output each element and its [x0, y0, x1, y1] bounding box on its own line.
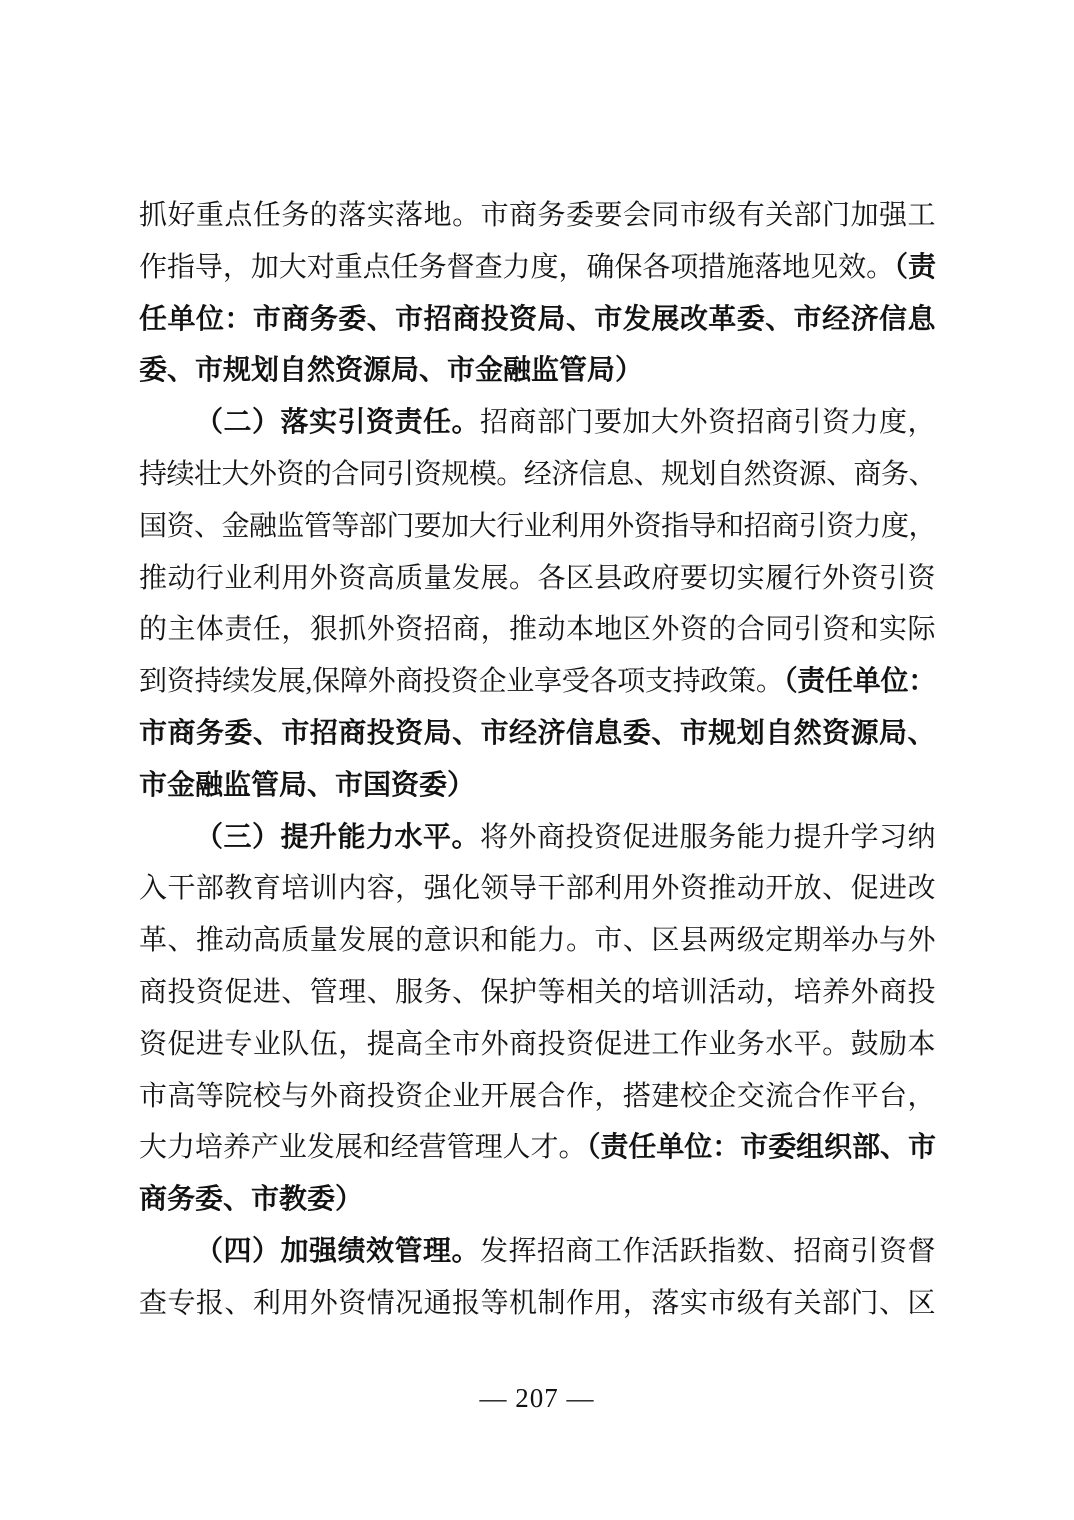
- text-line-content: [139, 1122, 936, 1174]
- text-line: [139, 553, 936, 605]
- text-line: [139, 501, 936, 553]
- text-segment: 入干部教育培训内容，强化领导干部利用外资推动开放、促进改: [139, 873, 936, 905]
- text-segment: 推动行业利用外资高质量发展。各区县政府要切实履行外资引资: [139, 562, 936, 594]
- text-line-content: [139, 449, 936, 501]
- text-line-content: [195, 812, 936, 864]
- text-line: [139, 656, 936, 708]
- document-body: [139, 190, 936, 1330]
- text-line: [139, 863, 936, 915]
- text-segment: 招商部门要加大外资招商引资力度，: [480, 407, 936, 439]
- text-line-content: [139, 915, 936, 967]
- text-line-content: [195, 1226, 936, 1278]
- text-line: [139, 1071, 936, 1123]
- text-line: [139, 812, 936, 864]
- text-line-content: [139, 604, 936, 656]
- text-line: [139, 1122, 936, 1174]
- text-segment: 持续壮大外资的合同引资规模。经济信息、规划自然资源、商务、: [139, 458, 936, 490]
- text-line-content: [139, 708, 936, 760]
- page-number: — 207 —: [479, 1383, 595, 1413]
- text-line-content: [195, 397, 936, 449]
- text-line: [139, 190, 936, 242]
- text-segment: 到资持续发展,保障外商投资企业享受各项支持政策。: [139, 666, 784, 698]
- text-segment: 商投资促进、管理、服务、保护等相关的培训活动，培养外商投: [139, 976, 936, 1008]
- text-line: [139, 1226, 936, 1278]
- text-line: [139, 294, 936, 346]
- text-line: [139, 708, 936, 760]
- text-line-content: [139, 1278, 936, 1330]
- text-segment: 市高等院校与外商投资企业开展合作，搭建校企交流合作平台，: [139, 1080, 936, 1112]
- text-line-content: [139, 190, 936, 242]
- text-segment: 作指导，加大对重点任务督查力度，确保各项措施落地见效。: [139, 251, 895, 283]
- emphasis-text-segment: （责任单位：: [783, 666, 936, 698]
- text-line-content: [139, 345, 643, 397]
- text-segment: 革、推动高质量发展的意识和能力。市、区县两级定期举办与外: [139, 925, 936, 957]
- text-line-content: [139, 294, 936, 346]
- text-segment: 大力培养产业发展和经营管理人才。: [139, 1132, 587, 1164]
- text-line: [139, 397, 936, 449]
- emphasis-text-segment: （责任单位：市委组织部、市: [586, 1132, 936, 1164]
- emphasis-text-segment: （责: [894, 251, 936, 283]
- text-segment: 的主体责任，狠抓外资招商，推动本地区外资的合同引资和实际: [139, 614, 936, 646]
- text-line: [139, 345, 936, 397]
- text-segment: 发挥招商工作活跃指数、招商引资督: [480, 1235, 936, 1267]
- text-segment: 国资、金融监管等部门要加大行业利用外资指导和招商引资力度，: [139, 510, 936, 542]
- text-line: [139, 242, 936, 294]
- emphasis-text-segment: 任单位：市商务委、市招商投资局、市发展改革委、市经济信息: [139, 303, 936, 335]
- text-line: [139, 1278, 936, 1330]
- text-line: [139, 1019, 936, 1071]
- emphasis-text-segment: 委、市规划自然资源局、市金融监管局）: [139, 355, 644, 387]
- text-line-content: [139, 553, 936, 605]
- text-line: [139, 967, 936, 1019]
- text-segment: 查专报、利用外资情况通报等机制作用，落实市级有关部门、区: [139, 1287, 936, 1319]
- text-line: [139, 760, 936, 812]
- emphasis-text-segment: （二）落实引资责任。: [195, 407, 480, 439]
- text-line-content: [139, 1174, 363, 1226]
- text-line: [139, 449, 936, 501]
- text-line-content: [139, 760, 475, 812]
- emphasis-text-segment: 商务委、市教委）: [139, 1184, 364, 1216]
- text-line: [139, 915, 936, 967]
- text-line-content: [139, 863, 936, 915]
- text-line: [139, 1174, 936, 1226]
- text-line-content: [139, 1071, 936, 1123]
- text-line-content: [139, 501, 936, 553]
- emphasis-text-segment: 市金融监管局、市国资委）: [139, 769, 476, 801]
- emphasis-text-segment: （四）加强绩效管理。: [195, 1235, 480, 1267]
- text-line-content: [139, 656, 936, 708]
- text-segment: 抓好重点任务的落实落地。市商务委要会同市级有关部门加强工: [139, 200, 936, 231]
- emphasis-text-segment: 市商务委、市招商投资局、市经济信息委、市规划自然资源局、: [139, 717, 936, 749]
- emphasis-text-segment: （三）提升能力水平。: [195, 821, 480, 853]
- text-segment: 将外商投资促进服务能力提升学习纳: [480, 821, 936, 853]
- text-line-content: [139, 967, 936, 1019]
- text-line: [139, 604, 936, 656]
- text-segment: 资促进专业队伍，提高全市外商投资促进工作业务水平。鼓励本: [139, 1028, 936, 1060]
- text-line-content: [139, 1019, 936, 1071]
- text-line-content: [139, 242, 936, 294]
